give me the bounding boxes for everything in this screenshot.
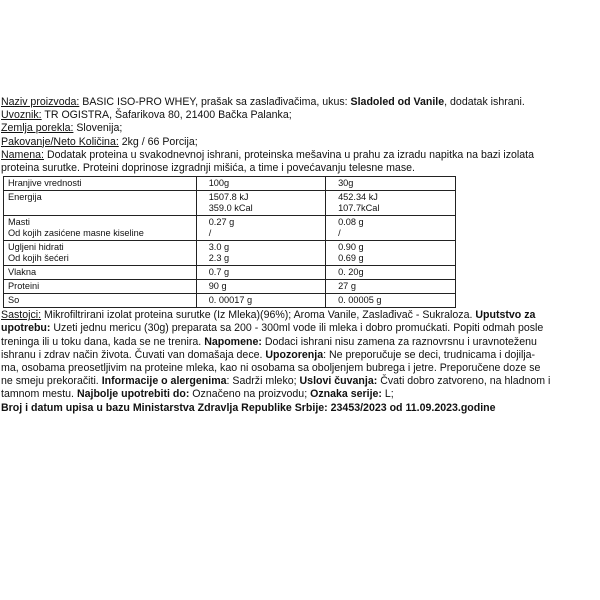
notes-line-2	[1, 349, 597, 362]
value-30g-sub: 107.7kCal	[338, 203, 380, 214]
row-label: Proteini	[8, 281, 40, 292]
ingredients-label: Sastojci:	[1, 309, 42, 322]
notes-text-1: Dodaci ishrani nisu zamena za raznovrsnu i uravnoteženu	[261, 335, 537, 348]
value-30g: 0. 20g	[338, 267, 364, 278]
product-name-value: BASIC ISO-PRO WHEY	[82, 96, 196, 108]
usage-text-2: treninga ili u toku dana, kada se ne trenira.	[1, 335, 205, 348]
purpose-text-2: proteina surutke. Proteini doprinose izgradnji mišića, a time i povećavanju telesne mase.	[1, 162, 415, 175]
value-100g-sub: 2.3 g	[208, 253, 230, 264]
importer-label: Uvoznik:	[1, 109, 42, 122]
value-30g: 0.90 g	[338, 242, 364, 253]
usage-label-1: Uputstvo za	[475, 309, 536, 322]
nutrition-header-30g: 30g	[326, 177, 456, 191]
row-sublabel: Od kojih šećeri	[8, 253, 69, 264]
value-100g-sub: 359.0 kCal	[208, 203, 253, 214]
storage-line-2	[1, 388, 597, 401]
notes-text-2: ishranu i zdrav način života. Čuvati van domašaja dece.	[1, 348, 266, 361]
value-100g: 3.0 g	[208, 242, 230, 253]
row-label: Vlakna	[8, 267, 37, 278]
notes-label: Napomene:	[204, 335, 262, 348]
value-30g: 452.34 kJ	[338, 192, 378, 203]
product-name-rest: , prašak sa zaslađivačima, ukus:	[195, 96, 351, 108]
storage-text-1: Čvati dobro zatvoreno, na hladnom i	[377, 375, 551, 388]
nutrition-header-label: Hranjive vrednosti	[4, 177, 197, 191]
table-row	[4, 294, 456, 308]
importer-line	[1, 109, 597, 122]
storage-text-2: tamnom mestu.	[1, 388, 77, 401]
registration-text: Broj i datum upisa u bazu Ministarstva Zdravlja Republike Srbije: 23453/2023 od 11.09.2023.godine	[1, 401, 496, 414]
product-name-line	[1, 96, 597, 109]
warnings-text-3: ne smeju prekoračiti.	[1, 375, 102, 388]
warnings-text-2: ma, osobama preosetljivim na proteine mleka, kao ni osobama sa oboljenjem bubrega i jetre. Preporučene doze se	[1, 362, 541, 375]
warnings-text-1: : Ne preporučuje se deci, trudnicama i dojilja-	[323, 348, 536, 361]
table-row	[4, 216, 456, 241]
usage-line-1	[1, 322, 597, 335]
allergen-text: : Sadrži mleko;	[226, 375, 300, 388]
value-30g: 0.08 g	[338, 217, 364, 228]
value-30g-sub: /	[338, 228, 341, 239]
product-flavor: Sladoled od Vanile	[350, 96, 445, 108]
nutrition-table	[3, 176, 456, 308]
origin-line	[1, 122, 597, 135]
row-label: Masti	[8, 217, 30, 228]
origin-value: Slovenija;	[73, 122, 123, 135]
value-30g-sub: 0.69 g	[338, 253, 364, 264]
registration-line	[1, 402, 597, 415]
nutrition-header-row	[4, 177, 456, 191]
product-label-document	[1, 96, 597, 415]
purpose-line-1	[1, 149, 597, 162]
ingredients-text: Mikrofiltrirani izolat proteina surutke (Iz Mleka)(96%); Aroma Vanile, Zaslađivač - Sukraloza.	[41, 309, 476, 322]
usage-label-2: upotrebu:	[1, 322, 51, 335]
value-100g: 0.7 g	[208, 267, 230, 278]
value-100g: 0. 00017 g	[208, 295, 253, 306]
row-label: Ugljeni hidrati	[8, 242, 64, 253]
value-100g: 90 g	[208, 281, 227, 292]
usage-line-2	[1, 336, 597, 349]
nutrition-header-100g: 100g	[196, 177, 325, 191]
warnings-line-2	[1, 362, 597, 375]
purpose-line-2	[1, 162, 597, 175]
purpose-text-1: Dodatak proteina u svakodnevnoj ishrani, proteinska mešavina u prahu za izradu napitka na bazi izolata	[44, 148, 534, 161]
origin-label: Zemlja porekla:	[1, 122, 74, 135]
value-100g: 1507.8 kJ	[208, 192, 249, 203]
batch-text: L;	[381, 388, 394, 401]
best-before-label: Najbolje upotrebiti do:	[76, 388, 190, 401]
warnings-line-3	[1, 375, 597, 388]
best-before-text: Označeno na proizvodu;	[189, 388, 311, 401]
value-30g: 27 g	[338, 281, 356, 292]
table-row	[4, 241, 456, 266]
storage-label: Uslovi čuvanja:	[299, 375, 378, 388]
purpose-label: Namena:	[1, 148, 44, 161]
product-name-end: , dodatak ishrani.	[444, 96, 525, 108]
package-line	[1, 136, 597, 149]
row-label: So	[8, 295, 20, 306]
importer-name: TR OGISTRA	[41, 109, 110, 122]
batch-label: Oznaka serije:	[310, 388, 382, 401]
table-row	[4, 266, 456, 280]
package-label: Pakovanje/Neto Količina:	[1, 135, 119, 148]
value-30g: 0. 00005 g	[338, 295, 382, 306]
package-value: 2kg / 66 Porcija;	[118, 135, 198, 148]
product-name-label: Naziv proizvoda:	[1, 96, 80, 108]
usage-text-1: Uzeti jednu mericu (30g) preparata sa 200 - 300ml vode ili mleka i dobro promućkati. Popiti odmah posle	[50, 322, 544, 335]
table-row	[4, 191, 456, 216]
ingredients-line	[1, 309, 597, 322]
row-label: Energija	[8, 192, 42, 203]
value-100g-sub: /	[208, 228, 212, 239]
value-100g: 0.27 g	[208, 217, 235, 228]
warnings-label: Upozorenja	[265, 348, 324, 361]
importer-address: , Šafarikova 80, 21400 Bačka Palanka;	[109, 109, 292, 122]
allergen-label: Informacije o alergenima	[101, 375, 227, 388]
table-row	[4, 280, 456, 294]
row-sublabel: Od kojih zasićene masne kiseline	[8, 228, 144, 239]
